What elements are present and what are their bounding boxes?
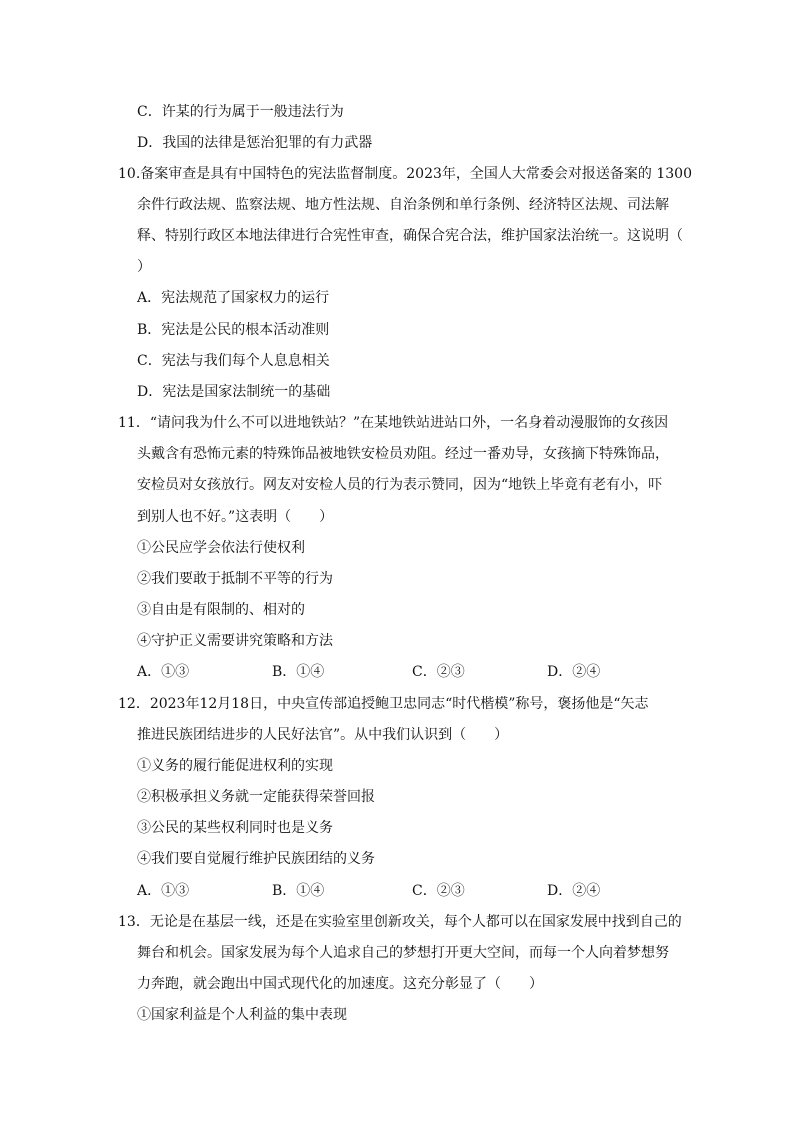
q12-choice-c: C．②③ bbox=[412, 883, 465, 899]
q11-choice-a: A．①③ bbox=[137, 664, 190, 680]
q11-choice-b: B．①④ bbox=[272, 664, 325, 680]
q12-statement-2: ②积极承担义务就一定能获得荣誉回报 bbox=[137, 789, 375, 805]
q10-stem-line4: ） bbox=[137, 259, 151, 275]
q10-option-d: D．宪法是国家法制统一的基础 bbox=[137, 384, 331, 400]
q11-stem-line4: 到别人也不好。”这表明（ ） bbox=[137, 509, 334, 525]
q11-stem-line2: 头戴含有恐怖元素的特殊饰品被地铁安检员劝阻。经过一番劝导，女孩摘下特殊饰品， bbox=[137, 446, 669, 462]
q13-stem-line2: 舞台和机会。国家发展为每个人追求自己的梦想打开更大空间，而每一个人向着梦想努 bbox=[137, 945, 669, 961]
q12-statement-3: ③公民的某些权利同时也是义务 bbox=[137, 820, 333, 836]
q11-stem-line3: 安检员对女孩放行。网友对安检人员的行为表示赞同，因为“地铁上毕竟有老有小，吓 bbox=[137, 477, 663, 493]
q13-stem-line3: 力奔跑，就会跑出中国式现代化的加速度。这充分彰显了（ ） bbox=[137, 976, 543, 992]
q11-statement-4: ④守护正义需要讲究策略和方法 bbox=[137, 633, 333, 649]
q11-statement-3: ③自由是有限制的、相对的 bbox=[137, 602, 305, 618]
q10-stem-line1: 10.备案审查是具有中国特色的宪法监督制度。2023年，全国人大常委会对报送备案的 1300 bbox=[118, 166, 692, 182]
q13-stem-line1: 13．无论是在基层一线，还是在实验室里创新攻关，每个人都可以在国家发展中找到自己的 bbox=[118, 914, 682, 930]
q10-stem-line2: 余件行政法规、监察法规、地方性法规、自治条例和单行条例、经济特区法规、司法解 bbox=[137, 197, 669, 213]
q12-choice-a: A．①③ bbox=[137, 883, 190, 899]
q10-option-c: C．宪法与我们每个人息息相关 bbox=[137, 353, 330, 369]
q12-choice-b: B．①④ bbox=[272, 883, 325, 899]
q11-choice-c: C．②③ bbox=[412, 664, 465, 680]
q10-stem-line3: 释、特别行政区本地法律进行合宪性审查，确保合宪合法，维护国家法治统一。这说明（ bbox=[137, 228, 683, 244]
q12-statement-1: ①义务的履行能促进权利的实现 bbox=[137, 758, 333, 774]
q11-statement-1: ①公民应学会依法行使权利 bbox=[137, 540, 305, 556]
q12-stem-line2: 推进民族团结进步的人民好法官”。从中我们认识到（ ） bbox=[137, 727, 509, 743]
q10-option-a: A．宪法规范了国家权力的运行 bbox=[137, 290, 330, 306]
q12-statement-4: ④我们要自觉履行维护民族团结的义务 bbox=[137, 851, 375, 867]
q11-statement-2: ②我们要敢于抵制不平等的行为 bbox=[137, 571, 333, 587]
q12-choice-d: D．②④ bbox=[547, 883, 601, 899]
q13-statement-1: ①国家利益是个人利益的集中表现 bbox=[137, 1007, 347, 1023]
q11-stem-line1: 11．“请问我为什么不可以进地铁站？”在某地铁站进站口外，一名身着动漫服饰的女孩因 bbox=[118, 415, 669, 431]
q12-stem-line1: 12．2023年12月18日，中央宣传部追授鲍卫忠同志“时代楷模”称号，褒扬他是“矢志 bbox=[118, 696, 649, 712]
q11-choice-d: D．②④ bbox=[547, 664, 601, 680]
q10-option-b: B．宪法是公民的根本活动准则 bbox=[137, 322, 330, 338]
q9-option-c: C．许某的行为属于一般违法行为 bbox=[137, 104, 344, 120]
q9-option-d: D．我国的法律是惩治犯罪的有力武器 bbox=[137, 135, 373, 151]
